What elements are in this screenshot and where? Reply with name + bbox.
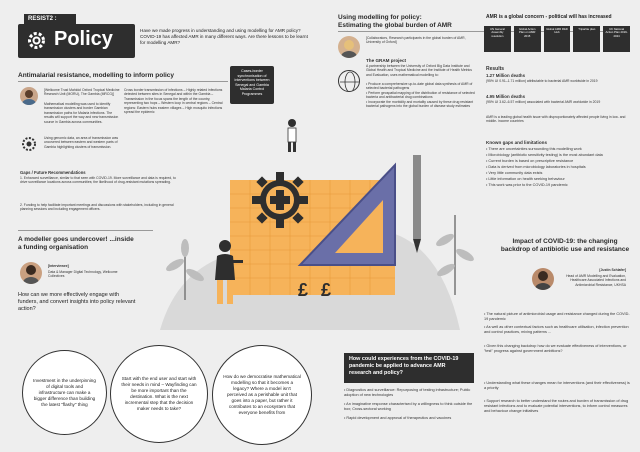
plant-icon (160, 230, 210, 300)
undercover-title: A modeller goes undercover! ...inside a funding organisation (18, 236, 134, 251)
header-tag: RESIST2 : (24, 14, 76, 24)
covid-bullet: • As well as other contextual factors such as healthcare utilisation, infection prevention and control practices, mixing patterns ... (484, 325, 629, 334)
gear-icon (21, 136, 37, 152)
gram-text: A partnership between the University of Oxford Big Data Institute and Global Health and Tropical Medicine and the Institute of Health Metrics and Evaluation, uses mathematical modelling to: (366, 64, 472, 77)
result-detail: (95% UI 3.62–6.57 million) associated with bacterial AMR worldwide in 2019 (486, 100, 601, 104)
amr-concern-label: AMR is a global concern - political will has increased (486, 14, 612, 20)
gap-item-2: 2. Funding to help facilitate important meetings and discussions with stakeholders, including in general planning sessions and including engagement officers. (20, 203, 174, 212)
antimalarial-title: Antimalarial resistance, modelling to inform policy (18, 72, 175, 79)
avatar (20, 262, 42, 284)
gram-bullet: • Produce a comprehensive up-to-date global data synthesis of AMR of selected bacterial pathogens (366, 82, 473, 91)
gap-item-1: 1. Enhanced surveillance, similar to that seen with COVID-19. More surveillance and data is required, to drive surveillance locations across communities; the likelihood of drug-resistant mutations spreading. (20, 176, 176, 185)
stat-row (484, 26, 630, 52)
burden-person-caption: [Collaborators, Research participants in the global burden of AMR, University of Oxford] (366, 36, 466, 45)
covid-bullet: • Support research to better understand the routes and burden of transmission of drug resistant infections and to evaluate potential interventions, to inform control measures and behaviour change initiatives (484, 399, 629, 413)
divider-left-mid (18, 230, 153, 231)
undercover-question: How can we more effectively engage with funders, and convert insights into policy relevant action? (18, 292, 136, 312)
result-value: 4.95 Million deaths (486, 94, 526, 99)
antimalarial-p2: Using genomic data, an area of transmission was uncovered between eastern and western parts of Gambia highlighting clusters of transmission. (44, 136, 119, 149)
burden-subtitle: Estimating the global burden of AMR (338, 22, 452, 29)
avatar (20, 87, 38, 105)
gap-list-item: • Little information on health seeking behaviour (486, 177, 565, 181)
avatar (338, 36, 360, 58)
gaps-title: Gaps / Future Recommendations (20, 170, 86, 175)
gap-list-item: • This work was prior to the COVID-19 pandemic (486, 183, 568, 187)
burden-title: Using modelling for policy: (338, 14, 422, 21)
lessons-item: • An imaginative response characterised by a willingness to think outside the box; Cross-sectoral working (344, 402, 473, 411)
gap-list-item: • Very little community data exists (486, 171, 543, 175)
quote-bubble: How do we democratise mathematical modelling so that it becomes a legacy? Where a model isn't perceived as a perishable unit that goes into a paper, but rather it contributes to an ecosystem that everyone benefits from (212, 345, 312, 445)
stat-box: UK National Action Plan 2019-2024 (603, 26, 630, 52)
lessons-box: How could experiences from the COVID-19 pandemic be applied to advance AMR research and policy? (344, 353, 474, 383)
antimalarial-person-caption: [Wellcome Trust Mahidol Oxford Tropical Medicine Research Unit (MORU), The Gambia (MRCG)] (44, 88, 120, 97)
gap-list-item: • Data is derived from microbiology laboratories in hospitals (486, 165, 586, 169)
gear-icon (24, 28, 49, 53)
person-figure (205, 238, 245, 308)
plant-icon (430, 205, 480, 295)
quote-bubble: Start with the end user and start with their needs in mind – Wayfinding can be more important than the destination. What is the next incremental step that the decision maker needs to take? (110, 345, 208, 443)
person-figure (280, 118, 304, 152)
covid-title: Impact of COVID-19: the changing backdrop of antibiotic use and resistance (500, 238, 630, 253)
gaps-right-title: Known gaps and limitations (486, 140, 547, 145)
gap-list-item: • Microbiology (antibiotic sensitivity testing) is the most abundant data (486, 153, 603, 157)
result-value: 1.27 Million deaths (486, 73, 526, 78)
currency-symbols: £ £ (298, 280, 336, 300)
set-square-icon (295, 160, 405, 270)
callout-box: Cases-border synchronisation of interventions between Senegal and Gambia Malaria Control Programmes (230, 66, 274, 104)
quote-bubble: Investment in the underpinning of digital tools and infrastructure can make a bigger difference than building the latest "flashy" thing (22, 350, 107, 435)
page-title: Policy (54, 28, 113, 50)
covid-person: [Justin Schlafer] (599, 268, 626, 272)
stat-box: Global AMR R&D Hub (544, 26, 571, 52)
result-detail: (95% UI 0.91–1.71 million) attributable to bacterial AMR worldwide in 2019 (486, 79, 598, 83)
covid-bullet: • Understanding what these changes mean for interventions (and their effectiveness) is a priority (484, 381, 630, 390)
lessons-item: • Diagnostics and surveillance: Repurposing of testing infrastructure; Public adoption of new technologies (344, 388, 471, 397)
gram-title: The GRAM project (366, 58, 407, 63)
gram-bullet: • Perform geospatial mapping of the distribution of resistance of selected bacteria and antibacterial drug combinations (366, 91, 475, 100)
result-summary: AMR is a leading global health issue with disproportionately affected people living in low- and middle- income countries (486, 115, 626, 124)
undercover-person-role: Data & Manager Digital Technology, Wellcome Collectives (48, 270, 118, 279)
globe-icon (338, 70, 360, 92)
covid-person-role: Head of AMR Modelling and Evaluation, Healthcare Associated Infections and Antimicrobial Resistance, UKHSA (566, 274, 626, 287)
gram-bullet: • Incorporate the morbidity and mortality caused by these drug resistant bacterial pathogens into the global burden of disease study estimates (366, 100, 474, 109)
divider-left (18, 81, 228, 82)
results-title: Results (486, 66, 505, 72)
gap-list-item: • There are uncertainties surrounding this modelling work (486, 147, 582, 151)
stat-box: Tripartite plan (573, 26, 600, 52)
antimalarial-p3: Cross border transmission of infections – Highly related infections detected between sites in Senegal and within the Gambia – Transmission in the focus spans the length of the country, representing two hops – Western loop in central regions – Central regions: Eastern hubs eastern villages – High mosquito infections spread the epidemic (124, 88, 223, 115)
avatar (532, 268, 554, 290)
gap-list-item: • Current burden is based on prescriptive resistance (486, 159, 574, 163)
header-question: Have we made progress in understanding and using modelling for AMR policy? COVID-19 has affected AMR in many different ways. Are there lessons to be learnt for modelling AMR? (140, 28, 308, 45)
undercover-person: [Interviewee] (48, 264, 69, 268)
antimalarial-p1: Mathematical modelling was used to identify transmission clusters and border Gambian transmission paths for Malaria infections. The results will support the way and new transmission source in Gambia across communities. (44, 102, 119, 124)
covid-bullet: • Given this changing backdrop how do we evaluate effectiveness of interventions, or "test" progress against government ambitions? (484, 344, 627, 353)
stat-box: Global Action Plan on AMR 2015 (514, 26, 541, 52)
pencil-icon (410, 155, 424, 255)
stat-box: UN General Assembly resolution (484, 26, 511, 52)
lessons-item: • Rapid development and approval of therapeutics and vaccines (344, 416, 452, 420)
covid-bullet: • The natural picture of antimicrobial usage and resistance changed during the COVID-19 pandemic (484, 312, 630, 321)
